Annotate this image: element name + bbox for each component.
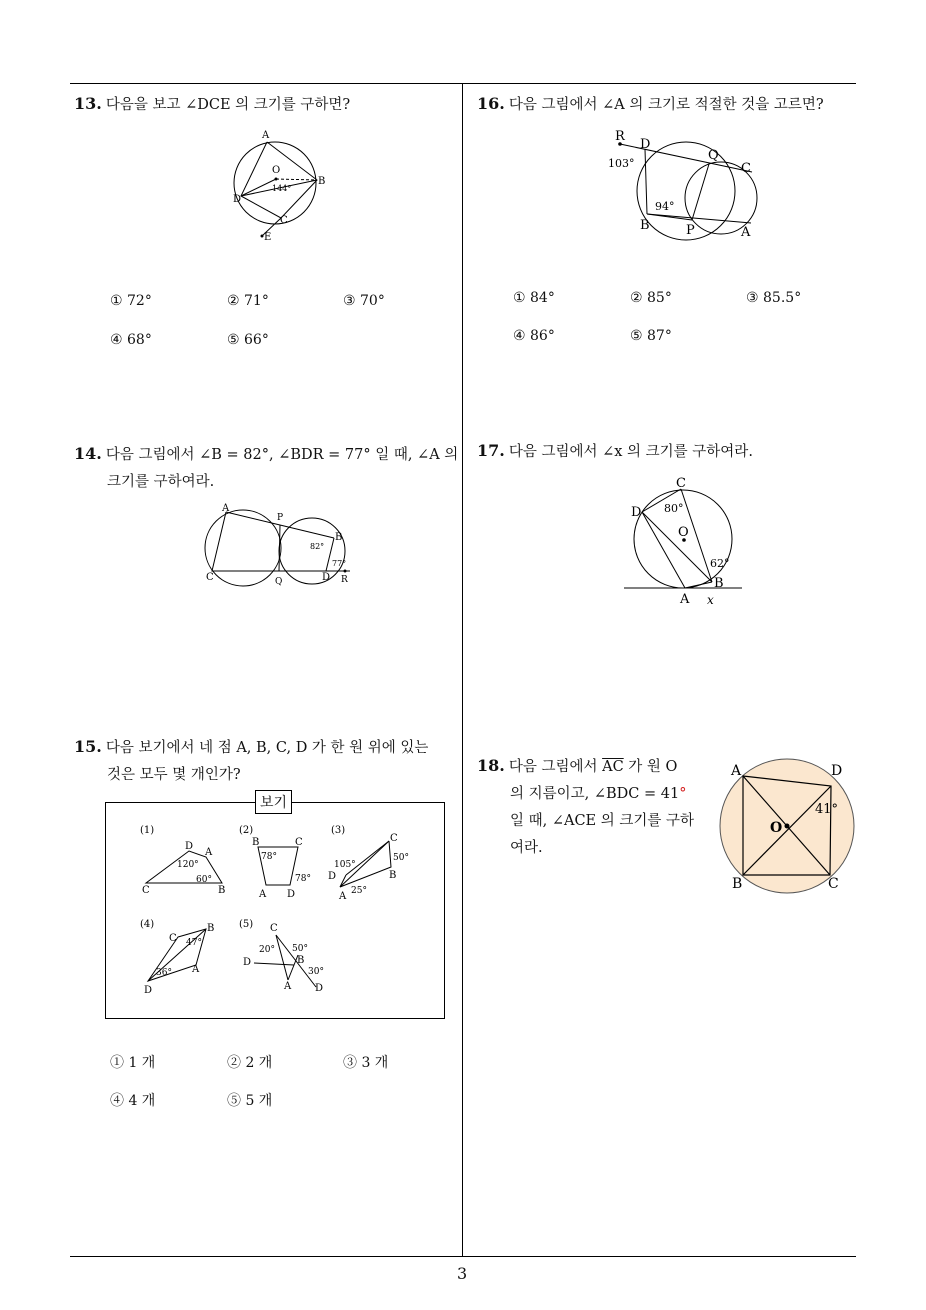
svg-text:x: x: [707, 593, 714, 607]
question-number: 14.: [74, 444, 102, 463]
svg-text:R: R: [615, 129, 625, 144]
svg-text:30°: 30°: [308, 967, 324, 977]
segment-ac: $\overline{AC}$: [602, 759, 624, 775]
svg-text:41°: 41°: [815, 802, 839, 817]
question-text-line1-pre: 다음 그림에서: [508, 759, 603, 775]
choice-13-1[interactable]: ① 72°: [110, 293, 152, 309]
svg-text:Q: Q: [708, 148, 719, 163]
svg-text:B: B: [297, 955, 305, 966]
svg-text:D: D: [328, 871, 337, 882]
svg-text:47°: 47°: [186, 938, 202, 948]
choice-16-3[interactable]: ③ 85.5°: [746, 290, 802, 306]
svg-text:105°: 105°: [334, 860, 356, 870]
svg-text:O: O: [678, 525, 689, 540]
svg-text:D: D: [631, 505, 642, 520]
figure-q16: [605, 126, 765, 241]
question-text-line2: 것은 모두 몇 개인가?: [107, 767, 241, 783]
svg-text:P: P: [686, 223, 695, 238]
figure-q18: [718, 758, 858, 898]
question-17: [477, 437, 852, 466]
label-b: B: [318, 176, 326, 187]
choice-16-1[interactable]: ① 84°: [513, 290, 555, 306]
label-e: E: [264, 232, 272, 243]
page-number: 3: [457, 1264, 468, 1283]
label-a: A: [262, 130, 270, 141]
svg-text:C: C: [741, 161, 751, 176]
question-number: 16.: [477, 94, 505, 113]
svg-text:D: D: [185, 841, 194, 852]
choice-15-2[interactable]: ② 2 개: [227, 1055, 273, 1071]
label-c: C: [206, 572, 214, 583]
svg-text:94°: 94°: [655, 200, 675, 213]
svg-text:C: C: [390, 833, 398, 844]
svg-text:A: A: [284, 981, 292, 992]
svg-text:C: C: [142, 885, 150, 896]
question-text-line4: 여라.: [510, 840, 543, 856]
label-b: B: [335, 532, 343, 543]
choice-13-5[interactable]: ⑤ 66°: [227, 332, 269, 348]
svg-text:(2): (2): [239, 825, 254, 836]
angle-144: 144°: [272, 184, 292, 193]
label-d: D: [322, 572, 331, 583]
label-r: R: [341, 575, 348, 585]
choice-16-5[interactable]: ⑤ 87°: [630, 328, 672, 344]
svg-text:36°: 36°: [156, 968, 172, 978]
figure-q15-bogi: [106, 815, 442, 1015]
label-o: O: [272, 165, 281, 176]
question-text-line3: 일 때, ∠ACE 의 크기를 구하: [510, 813, 695, 829]
svg-text:20°: 20°: [259, 945, 275, 955]
question-number: 18.: [477, 756, 505, 775]
question-15: [74, 733, 459, 789]
svg-text:D: D: [144, 985, 153, 996]
question-text-line1: 다음 보기에서 네 점 A, B, C, D 가 한 원 위에 있는: [105, 740, 429, 756]
svg-text:D: D: [287, 889, 296, 900]
label-q: Q: [275, 577, 283, 587]
bottom-rule: [70, 1256, 856, 1257]
label-c: C: [280, 215, 288, 226]
angle-77: 77°: [332, 559, 347, 568]
svg-text:78°: 78°: [261, 852, 277, 862]
label-d: D: [233, 194, 242, 205]
svg-text:(4): (4): [140, 919, 155, 930]
choice-16-2[interactable]: ② 85°: [630, 290, 672, 306]
svg-text:B: B: [640, 218, 650, 233]
svg-text:C: C: [270, 923, 278, 934]
svg-text:50°: 50°: [292, 944, 308, 954]
bogi-label: 보기: [255, 790, 292, 814]
svg-text:O: O: [770, 820, 783, 836]
figure-q14: [200, 502, 360, 592]
svg-text:(1): (1): [140, 825, 155, 836]
svg-text:C: C: [828, 876, 839, 892]
choice-15-1[interactable]: ① 1 개: [110, 1055, 156, 1071]
svg-text:A: A: [680, 592, 690, 607]
label-p: P: [277, 513, 284, 523]
svg-text:A: A: [731, 763, 742, 779]
svg-text:A: A: [741, 225, 751, 240]
angle-82: 82°: [310, 542, 325, 551]
choice-13-3[interactable]: ③ 70°: [343, 293, 385, 309]
choice-15-3[interactable]: ③ 3 개: [343, 1055, 389, 1071]
top-rule: [70, 83, 856, 84]
svg-text:80°: 80°: [664, 502, 684, 515]
choice-15-4[interactable]: ④ 4 개: [110, 1093, 156, 1109]
question-text-line2: 의 지름이고, ∠BDC = 41: [510, 786, 680, 802]
svg-text:B: B: [389, 870, 397, 881]
svg-text:78°: 78°: [295, 874, 311, 884]
svg-text:D: D: [831, 763, 843, 779]
svg-text:50°: 50°: [393, 853, 409, 863]
figure-q13: [228, 126, 328, 246]
svg-text:120°: 120°: [177, 860, 199, 870]
question-number: 15.: [74, 737, 102, 756]
svg-text:(5): (5): [239, 919, 254, 930]
svg-text:C: C: [295, 837, 303, 848]
degree-mark: °: [679, 786, 687, 802]
svg-text:D: D: [640, 137, 651, 152]
question-text: 다음을 보고 ∠DCE 의 크기를 구하면?: [105, 97, 351, 113]
question-text: 다음 그림에서 ∠A 의 크기로 적절한 것을 고르면?: [508, 97, 824, 113]
svg-text:B: B: [207, 923, 215, 934]
choice-13-2[interactable]: ② 71°: [227, 293, 269, 309]
question-text-line2: 크기를 구하여라.: [107, 474, 215, 490]
label-a: A: [222, 503, 230, 514]
svg-text:B: B: [252, 837, 260, 848]
svg-text:60°: 60°: [196, 875, 212, 885]
svg-text:B: B: [218, 885, 226, 896]
svg-text:B: B: [732, 876, 743, 892]
svg-text:(3): (3): [331, 825, 346, 836]
choice-16-4[interactable]: ④ 86°: [513, 328, 555, 344]
question-18: [477, 752, 709, 862]
figure-q17: [620, 472, 750, 607]
svg-text:A: A: [192, 964, 200, 975]
choice-13-4[interactable]: ④ 68°: [110, 332, 152, 348]
svg-text:C: C: [676, 476, 686, 491]
question-number: 17.: [477, 441, 505, 460]
svg-text:D: D: [243, 957, 252, 968]
choice-15-5[interactable]: ⑤ 5 개: [227, 1093, 273, 1109]
question-text: 다음 그림에서 ∠x 의 크기를 구하여라.: [508, 444, 753, 460]
svg-text:A: A: [205, 847, 213, 858]
svg-text:B: B: [714, 576, 724, 591]
question-text-line1: 다음 그림에서 ∠B = 82°, ∠BDR = 77° 일 때, ∠A 의: [105, 447, 459, 463]
svg-text:25°: 25°: [351, 886, 367, 896]
question-14: [74, 440, 459, 496]
question-number: 13.: [74, 94, 102, 113]
svg-text:A: A: [339, 891, 347, 902]
svg-text:C: C: [169, 933, 177, 944]
svg-text:A: A: [259, 889, 267, 900]
question-16: [477, 90, 852, 119]
question-text-line1-post: 가 원 O: [623, 759, 678, 775]
svg-text:103°: 103°: [608, 157, 635, 170]
question-13: [74, 90, 454, 119]
svg-text:D: D: [315, 983, 324, 994]
column-divider: [462, 83, 463, 1256]
svg-text:62°: 62°: [710, 557, 730, 570]
